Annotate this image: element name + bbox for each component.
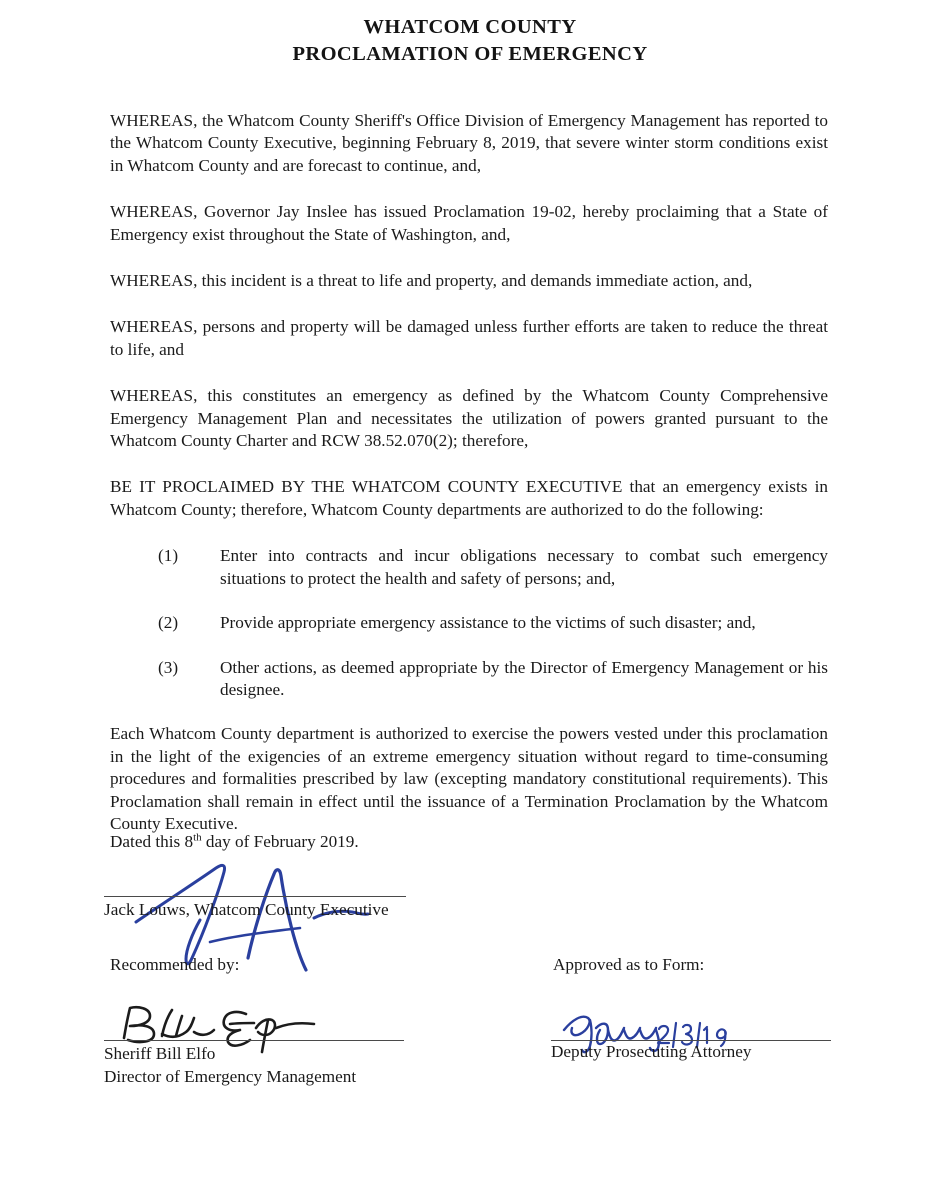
- authorized-actions-list: [110, 545, 828, 701]
- be-it-proclaimed-paragraph: BE IT PROCLAIMED BY THE WHATCOM COUNTY EXECUTIVE that an emergency exists in Whatcom County; therefore, Whatcom County departments are authorized to do the following:: [110, 477, 828, 519]
- list-item-text: Enter into contracts and incur obligations necessary to combat such emergency situations to protect the health and safety of persons; and,: [220, 546, 828, 588]
- dated-line: [110, 831, 359, 853]
- executive-name-line: Jack Louws, Whatcom County Executive: [104, 900, 389, 919]
- executive-signature-block: [104, 896, 406, 922]
- whereas-paragraph-4: WHEREAS, persons and property will be damaged unless further efforts are taken to reduce the threat to life, and: [110, 317, 828, 359]
- list-item-marker: (2): [158, 613, 179, 633]
- dated-suffix: day of February 2019.: [201, 832, 359, 851]
- list-item: [110, 545, 828, 590]
- deputy-prosecuting-attorney-title-line: Deputy Prosecuting Attorney: [551, 1042, 752, 1061]
- document-header: [0, 14, 940, 68]
- deputy-prosecuting-attorney-signature-block: [551, 1040, 831, 1064]
- whereas-paragraph-1: WHEREAS, the Whatcom County Sheriff's Office Division of Emergency Management has reported to the Whatcom County Executive, beginning February 8, 2019, that severe winter storm conditions exist in Whatcom County and are forecast to continue, and,: [110, 111, 828, 175]
- header-line-title: PROCLAMATION OF EMERGENCY: [292, 43, 648, 65]
- list-item: [110, 612, 828, 634]
- approved-as-to-form-label: Approved as to Form:: [553, 955, 705, 974]
- list-item-text: Provide appropriate emergency assistance to the victims of such disaster; and,: [220, 613, 756, 633]
- sheriff-signature-block: [104, 1040, 404, 1088]
- dated-prefix: Dated this 8: [110, 832, 194, 851]
- recommended-by-label: Recommended by:: [110, 955, 240, 974]
- document-body: [110, 110, 828, 835]
- list-item-text: Other actions, as deemed appropriate by the Director of Emergency Management or his designee.: [220, 657, 828, 699]
- whereas-paragraph-2: WHEREAS, Governor Jay Inslee has issued Proclamation 19-02, hereby proclaiming that a State of Emergency exist throughout the State of Washington, and,: [110, 202, 828, 244]
- closing-paragraph: Each Whatcom County department is authorized to exercise the powers vested under this proclamation in the light of the exigencies of an extreme emergency situation without regard to time-consuming procedures and formalities prescribed by law (excepting mandatory constitutional requirements). This Proclamation shall remain in effect until the issuance of a Termination Proclamation by the Whatcom County Executive.: [110, 724, 828, 833]
- sheriff-title-line: Director of Emergency Management: [104, 1066, 357, 1086]
- list-item-marker: (1): [158, 546, 179, 566]
- whereas-paragraph-5: WHEREAS, this constitutes an emergency as defined by the Whatcom County Comprehensive Emergency Management Plan and necessitates the utilization of powers granted pursuant to the Whatcom County Charter and RCW 38.52.070(2); therefore,: [110, 386, 828, 451]
- sheriff-name-line: Sheriff Bill Elfo: [104, 1044, 216, 1063]
- list-item-marker: (3): [158, 657, 179, 677]
- dated-ordinal-suffix: th: [193, 831, 202, 844]
- whereas-paragraph-3: WHEREAS, this incident is a threat to life and property, and demands immediate action, and,: [110, 271, 753, 291]
- list-item: [110, 657, 828, 702]
- header-line-county: WHATCOM COUNTY: [363, 16, 577, 38]
